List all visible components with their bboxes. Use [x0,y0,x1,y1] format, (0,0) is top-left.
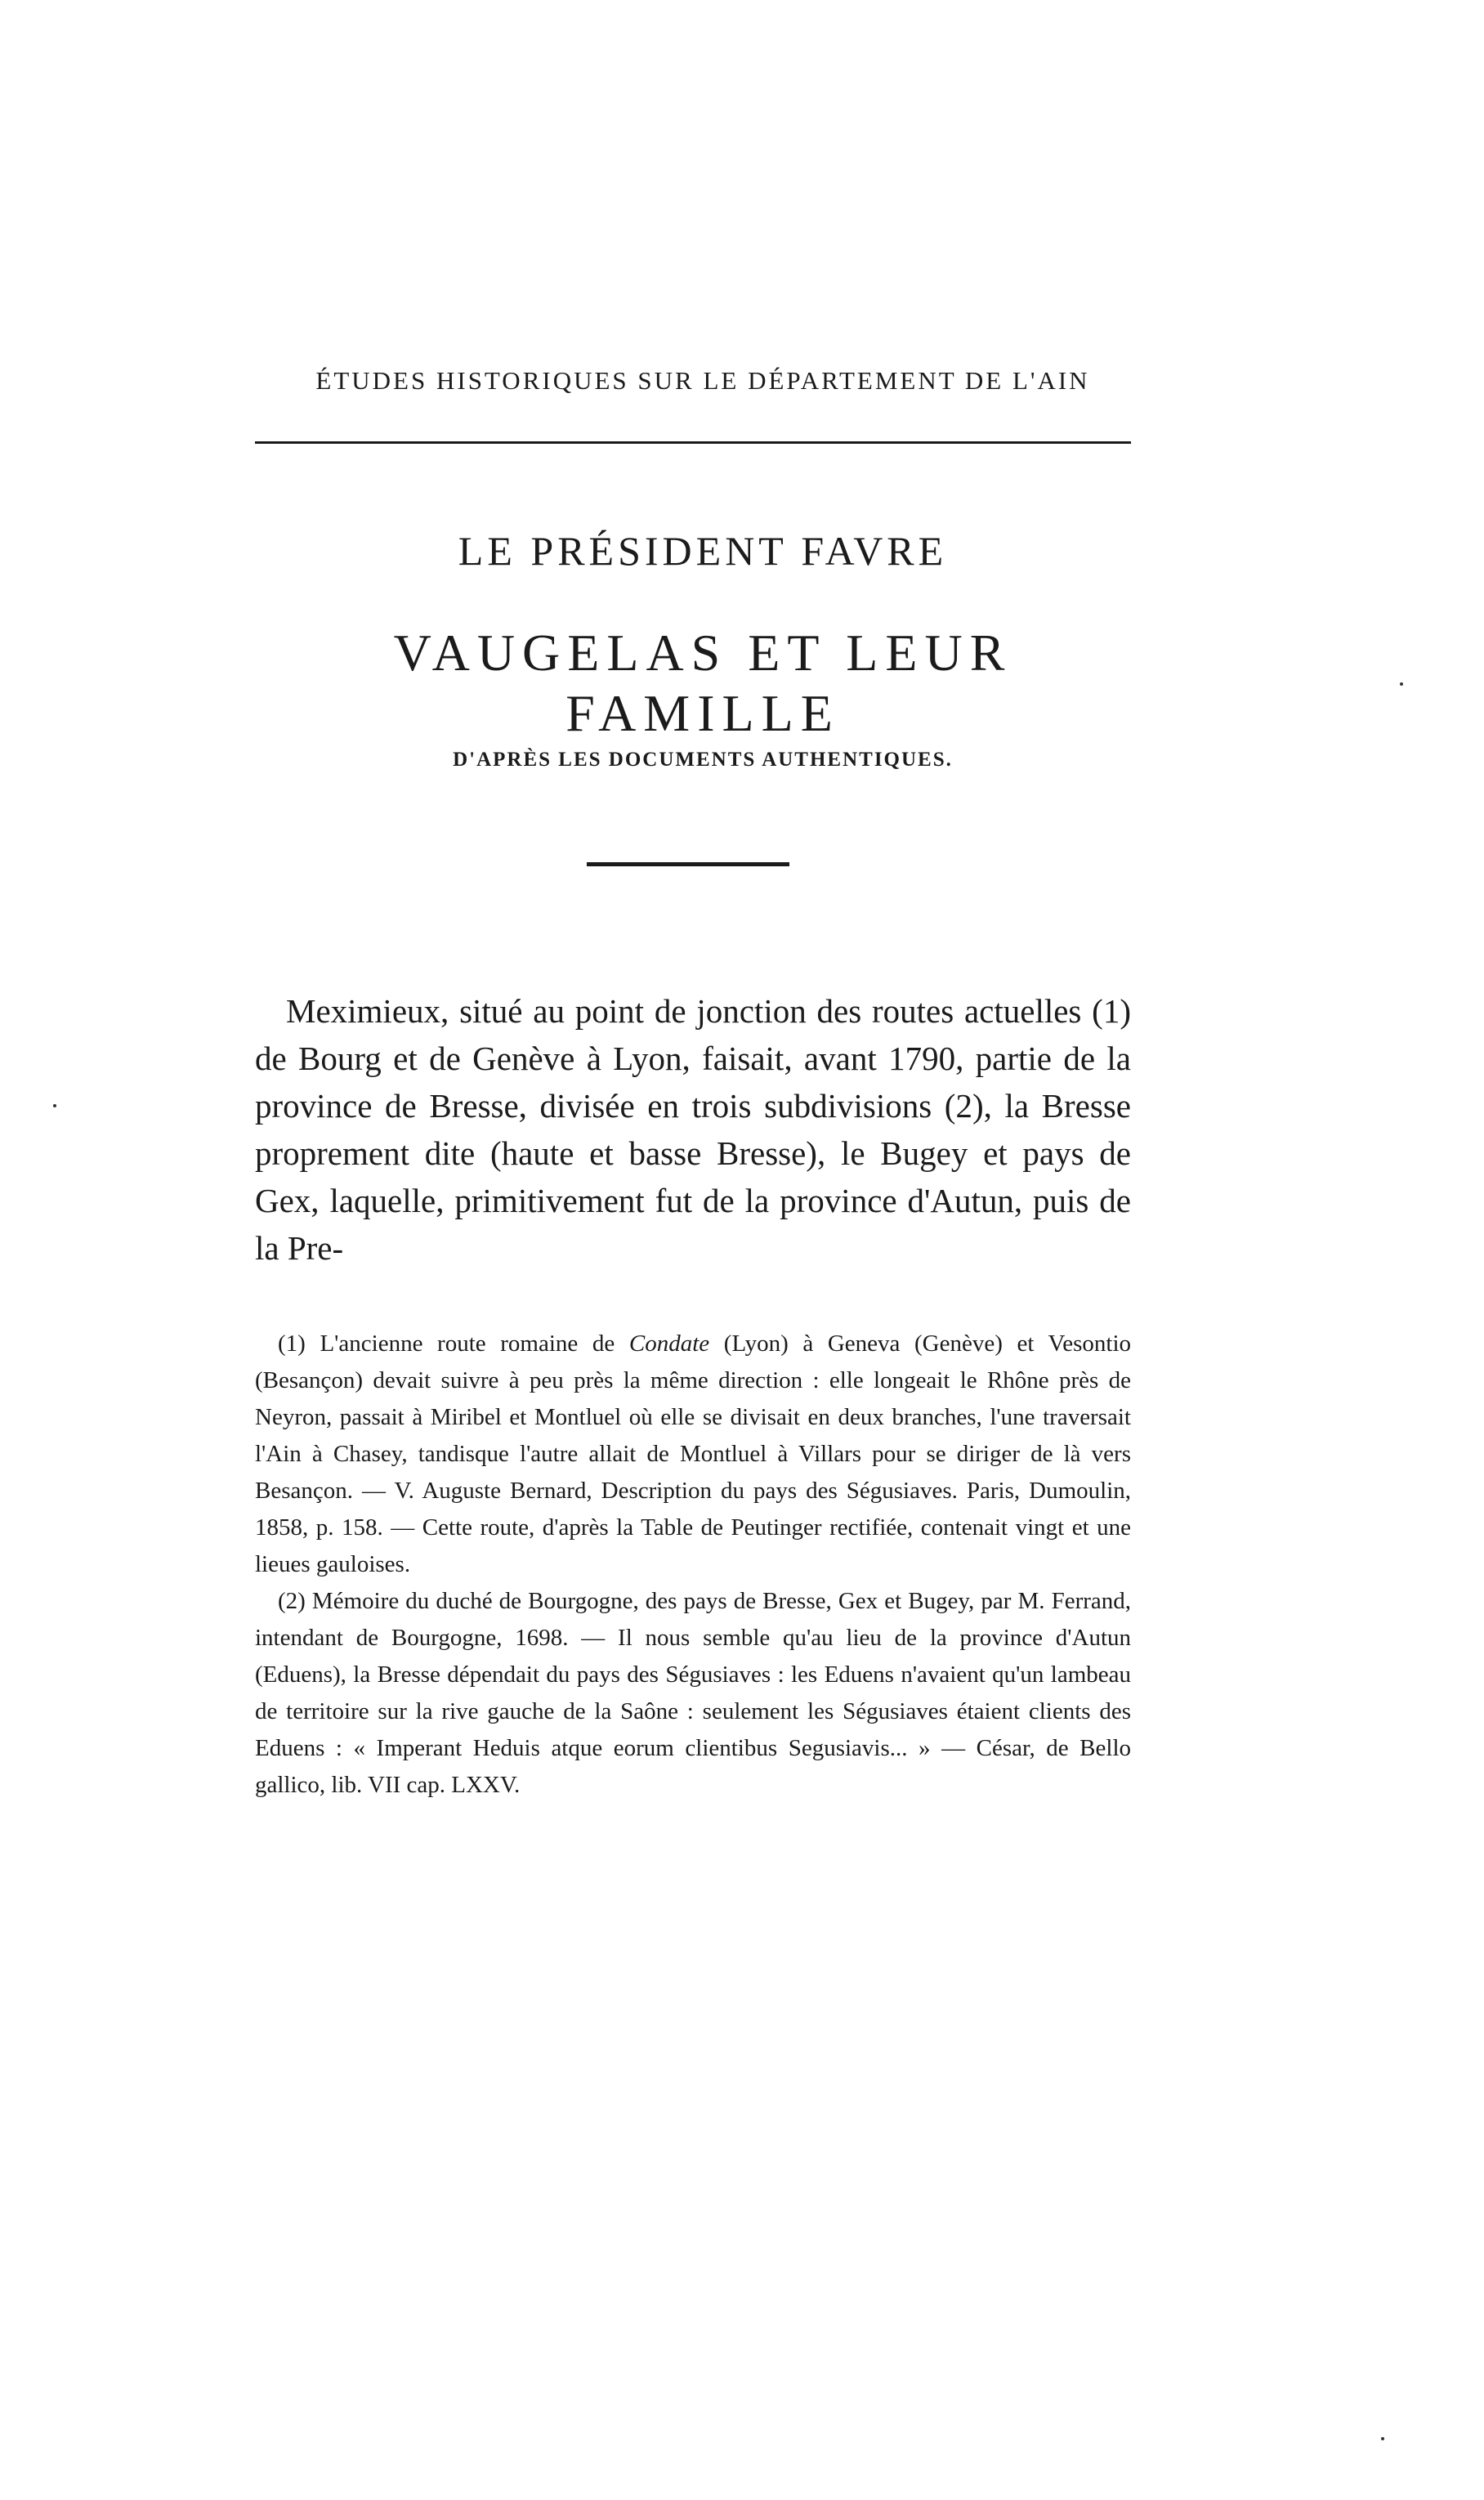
footnote-1-text-after: (Lyon) à Geneva (Genève) et Vesontio (Besançon) devait suivre à peu près la même direction : elle longeait le Rhône près de Neyron, passait à Miribel et Montluel où elle se divisait en deux branches, l'une traversait l'Ain à Chasey, tandisque l'autre allait de Montluel à Villars pour se diriger de là vers Besançon. — V. Auguste Bernard, Description du pays des Ségusiaves. Paris, Dumoulin, 1858, p. 158. — Cette route, d'après la Table de Peutinger rectifiée, contenait vingt et une lieues gauloises. [255,1331,1132,1577]
paper-speck [1381,2437,1384,2440]
paper-speck [1400,682,1403,686]
footnote-2 [255,1583,1131,1804]
footnote-1-text-before: L'ancienne route romaine de [320,1331,615,1357]
footnote-1-italic: Condate [628,1331,710,1357]
paper-speck [53,1104,56,1107]
footnotes [255,1326,1131,1804]
footnote-1 [255,1326,1131,1583]
subtitle: D'APRÈS LES DOCUMENTS AUTHENTIQUES. [453,749,953,771]
footnote-2-marker: (2) [278,1588,306,1614]
ornamental-rule [587,862,789,866]
header-rule [255,441,1131,444]
footnote-2-text: Mémoire du duché de Bourgogne, des pays de Bresse, Gex et Bugey, par M. Ferrand, intendant de Bourgogne, 1698. — Il nous semble qu'au lieu de la province d'Autun (Eduens), la Bresse dépendait du pays des Ségusiaves : les Eduens n'avaient qu'un lambeau de territoire sur la rive gauche de la Saône : seulement les Ségusiaves étaient clients des Eduens : « Imperant Heduis atque eorum clientibus Segusiavis... » — César, de Bello gallico, lib. VII cap. LXXV. [255,1588,1132,1798]
footnote-1-marker: (1) [278,1331,306,1357]
body-paragraph: Meximieux, situé au point de jonction des routes actuelles (1) de Bourg et de Genève à Lyon, faisait, avant 1790, partie de la province de Bresse, divisée en trois subdivisions (2), la Bresse proprement dite (haute et basse Bresse), le Bugey et pays de Gex, laquelle, primitivement fut de la province d'Autun, puis de la Pre- [255,992,1131,1267]
body-text [255,987,1131,1272]
running-head: ÉTUDES HISTORIQUES SUR LE DÉPARTEMENT DE L'AIN [315,366,1090,395]
title-line-2: VAUGELAS ET LEUR FAMILLE [393,624,1012,742]
title-line-1: LE PRÉSIDENT FAVRE [458,528,948,574]
